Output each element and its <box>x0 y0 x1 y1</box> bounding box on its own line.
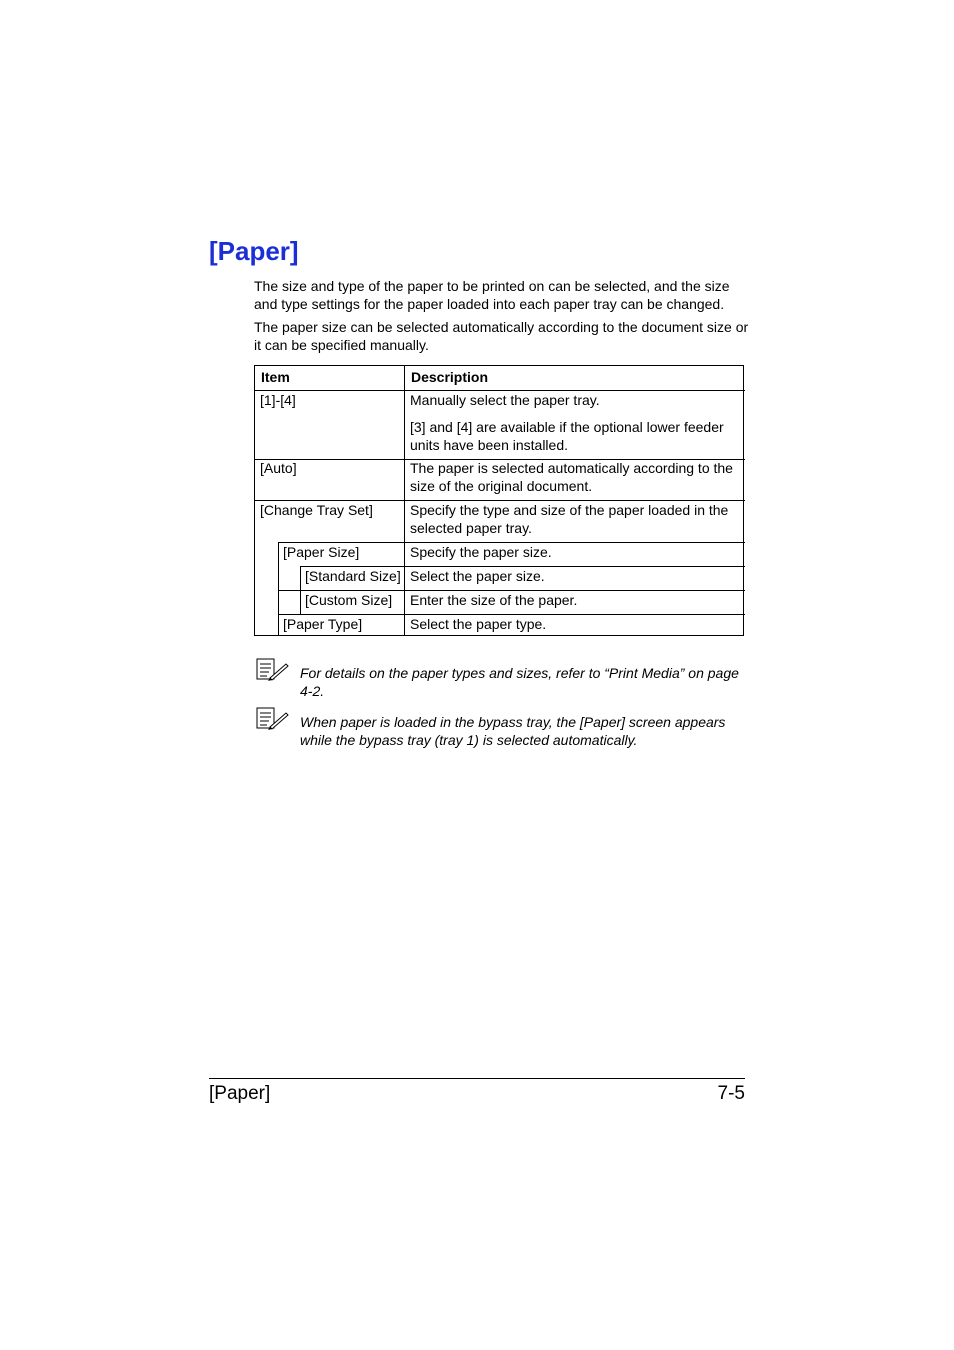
note-pencil-icon <box>256 707 290 731</box>
page-title: [Paper] <box>209 236 299 266</box>
table-row-description: The paper is selected automatically according to the size of the original document. <box>410 460 733 494</box>
note-pencil-icon <box>256 658 290 682</box>
table-row-description: Specify the type and size of the paper loaded in the selected paper tray. <box>410 502 729 536</box>
table-row-description: Specify the paper size. <box>410 544 552 560</box>
table-row-description: Enter the size of the paper. <box>410 592 578 608</box>
footer-page-number: 7-5 <box>717 1083 745 1104</box>
table-row-item: [Custom Size] <box>305 592 393 608</box>
table-row-description: Select the paper size. <box>410 568 545 584</box>
table-row-description: Select the paper type. <box>410 616 547 632</box>
table-row-item: [Paper Type] <box>283 616 363 632</box>
table-row-description: [3] and [4] are available if the optional lower feeder units have been installed. <box>410 419 724 453</box>
paper-size-paragraph: The paper size can be selected automatically according to the document size or it can be specified manually. <box>254 319 749 353</box>
table-row-description: Manually select the paper tray. <box>410 392 600 408</box>
table-row-item: [1]-[4] <box>260 392 296 408</box>
intro-paragraph: The size and type of the paper to be printed on can be selected, and the size and type settings for the paper loaded into each paper tray can be changed. <box>254 278 730 312</box>
note-text: When paper is loaded in the bypass tray, the [Paper] screen appears while the bypass tray (tray 1) is selected automatically. <box>300 714 726 748</box>
table-row-item: [Auto] <box>260 460 297 476</box>
table-row-item: [Standard Size] <box>305 568 401 584</box>
header-description: Description <box>411 369 489 385</box>
footer-section-title: [Paper] <box>209 1083 271 1104</box>
table-row-item: [Paper Size] <box>283 544 360 560</box>
settings-table <box>254 365 744 636</box>
note-text: For details on the paper types and sizes, refer to “Print Media” on page 4-2. <box>300 665 739 699</box>
table-row-item: [Change Tray Set] <box>260 502 373 518</box>
footer-divider <box>209 1078 745 1079</box>
header-item: Item <box>261 369 290 385</box>
